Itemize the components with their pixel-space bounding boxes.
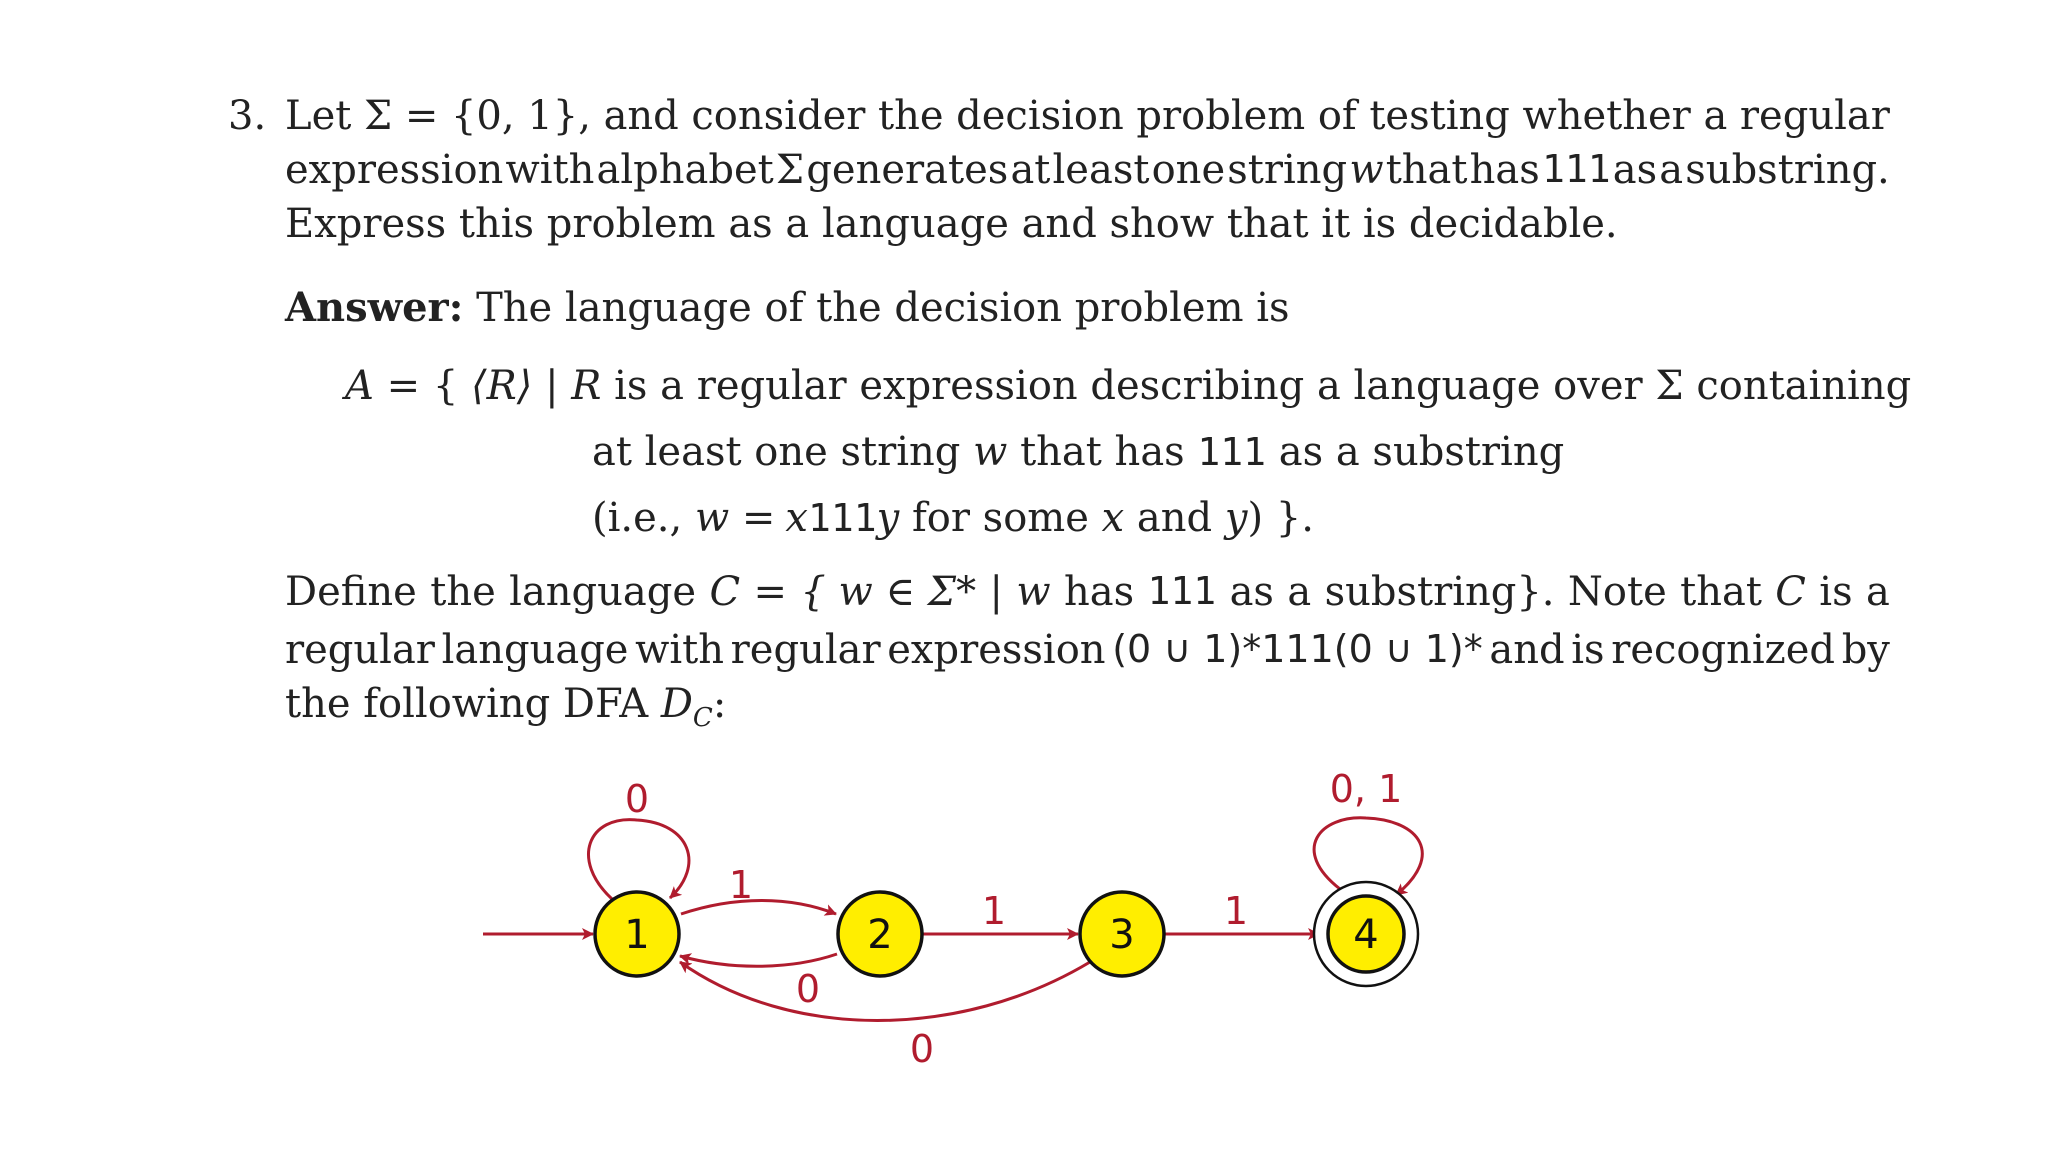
word: C (709, 569, 741, 615)
word: 111 (1147, 569, 1217, 613)
def-text: at least one string (592, 429, 961, 475)
word: has (1469, 147, 1540, 193)
word: the (878, 93, 944, 139)
transition-label-1-to-1: 0 (624, 777, 650, 821)
state-4 (1314, 882, 1418, 986)
word: generates (806, 147, 1009, 193)
def-text: is a regular expression describing a language over Σ containing (614, 363, 1912, 409)
word: has (1064, 569, 1135, 615)
transition-label-3-to-4: 1 (1223, 889, 1249, 933)
var-y: y (876, 495, 900, 541)
dfa-name: D (660, 681, 693, 727)
word: with (635, 627, 725, 673)
def-text: (i.e., (592, 495, 683, 541)
word: problem (1136, 93, 1306, 139)
word: a (1866, 569, 1890, 615)
answer-intro-line (285, 284, 1290, 331)
def-eq: = (741, 495, 776, 541)
word: and (603, 93, 679, 139)
var-x: x (1101, 495, 1125, 541)
word: C (1775, 569, 1806, 615)
word: of (1317, 93, 1357, 139)
word: is (1571, 627, 1605, 673)
string-111: 111 (1197, 430, 1267, 474)
word: as (1612, 147, 1658, 193)
var-y: y (1224, 495, 1248, 541)
def-close: ) }. (1247, 495, 1314, 541)
define-line-2 (285, 627, 1890, 673)
word: a (1703, 93, 1728, 139)
set-bar: | (545, 363, 559, 409)
def-text: as a substring (1278, 429, 1565, 475)
language-def-line-1 (345, 363, 1912, 409)
regular-expression: (0 ∪ 1)*111(0 ∪ 1)* (1112, 627, 1483, 671)
word: 111 (1541, 147, 1611, 191)
word: as (1229, 569, 1274, 615)
set-name: A (345, 363, 374, 409)
problem-line-1 (285, 93, 1890, 139)
word: { w ∈ Σ* (800, 569, 977, 615)
dfa-subscript: C (692, 703, 713, 733)
state-1 (595, 892, 679, 976)
word: with (505, 147, 595, 193)
word: language (509, 569, 697, 615)
word: whether (1522, 93, 1691, 139)
language-def-line-2 (592, 429, 1565, 475)
encoding: ⟨R⟩ (471, 363, 533, 409)
transition-1-to-2 (681, 901, 836, 915)
word: regular (1739, 93, 1890, 139)
word: alphabet (596, 147, 774, 193)
word: Σ (775, 147, 805, 193)
var-x: x (785, 495, 808, 541)
word: and (1489, 627, 1565, 673)
word: by (1841, 627, 1890, 673)
transition-1-to-1 (589, 820, 689, 899)
word: a (1659, 147, 1684, 193)
define-line-1 (285, 569, 1890, 615)
word: Define (285, 569, 417, 615)
var-w: w (694, 495, 730, 541)
transition-label-1-to-2: 1 (728, 863, 754, 907)
state-label: 3 (1109, 912, 1135, 958)
problem-number: 3. (228, 93, 267, 139)
word: decision (956, 93, 1124, 139)
word: expression (887, 627, 1106, 673)
word: = (404, 93, 439, 139)
word: regular (730, 627, 881, 673)
def-text: and (1136, 495, 1213, 541)
transition-label-2-to-3: 1 (981, 889, 1007, 933)
word: substring. (1685, 147, 1890, 193)
word: = (753, 569, 787, 615)
def-text: the following DFA (285, 681, 649, 727)
transition-label-2-to-1: 0 (795, 967, 821, 1011)
word: w (1349, 147, 1384, 193)
set-open: = { (386, 363, 459, 409)
word: Σ (363, 93, 393, 139)
state-2 (838, 892, 922, 976)
state-3 (1080, 892, 1164, 976)
regex-var: R (571, 363, 602, 409)
colon: : (712, 681, 727, 727)
word: that (1385, 147, 1468, 193)
answer-intro: The language of the decision problem is (476, 285, 1290, 331)
word: regular (285, 627, 435, 673)
transition-label-4-to-4: 0, 1 (1329, 767, 1403, 811)
word: one (1151, 147, 1226, 193)
dfa-diagram (0, 740, 2048, 1140)
word: Let (285, 93, 352, 139)
state-label: 4 (1353, 912, 1379, 958)
answer-label: Answer: (285, 284, 464, 331)
def-text: for some (911, 495, 1089, 541)
def-text: that has (1020, 429, 1185, 475)
word: least (1052, 147, 1150, 193)
word: string (1227, 147, 1348, 193)
word: Note (1567, 569, 1667, 615)
problem-line-2 (285, 147, 1890, 193)
var-w: w (973, 429, 1008, 475)
language-def-line-3 (592, 495, 1314, 541)
word: language (441, 627, 629, 673)
word: recognized (1611, 627, 1836, 673)
word: the (430, 569, 496, 615)
state-label: 2 (867, 912, 893, 958)
word: expression (285, 147, 504, 193)
word: testing (1369, 93, 1510, 139)
word: that (1680, 569, 1762, 615)
string-111: 111 (807, 496, 877, 540)
word: consider (691, 93, 866, 139)
word: is (1819, 569, 1853, 615)
word: | (989, 569, 1003, 615)
define-line-3 (285, 681, 727, 733)
word: w (1016, 569, 1051, 615)
word: {0, 1}, (450, 93, 591, 139)
word: a (1287, 569, 1312, 615)
problem-line-3: Express this problem as a language and show that it is decidable. (285, 201, 1618, 247)
state-label: 1 (624, 912, 650, 958)
word: substring}. (1324, 569, 1555, 615)
word: at (1010, 147, 1051, 193)
transition-label-3-to-1: 0 (909, 1027, 935, 1071)
transition-2-to-1 (680, 954, 837, 966)
